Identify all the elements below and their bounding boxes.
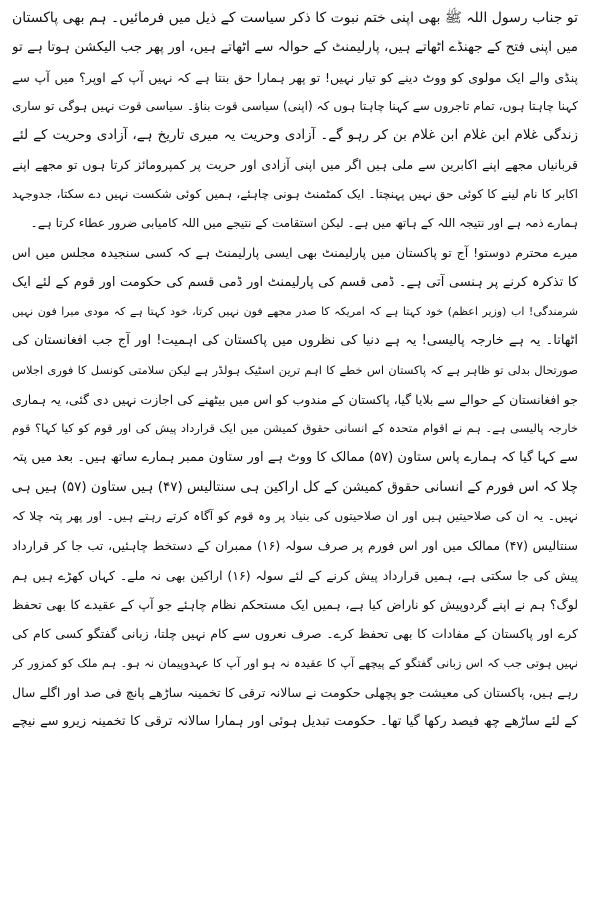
text-line-19: سنتالیس (۴۷) ممالک میں اور اس فورم پر صرف سولہ (۱۶) ممبران کے دستخط چاہئیں، تب جا کر قرارداد — [12, 538, 578, 554]
text-line-7: اکابر کا نام لینے کا کوئی حق نہیں پہنچتا۔ ایک کمٹمنٹ ہونی چاہئے، ہمیں کوئی شکست نہیں دے سکتا، جدوجہد — [12, 186, 578, 201]
text-line-15: خارجہ پالیسی ہے۔ ہم نے اقوام متحدہ کے انسانی حقوق کمیشن میں ایک قرارداد پیش کی اور قوم کو کیا کہا؟ قوم — [12, 421, 578, 436]
text-line-12: اٹھاتا۔ یہ ہے خارجہ پالیسی! یہ ہے دنیا کی نظروں میں پاکستان کی اہمیت! اور آج جب افغانستان کی — [12, 333, 578, 349]
text-line-10: کا تذکرہ کرنے پر ہنسی آتی ہے۔ ڈمی قسم کی پارلیمنٹ اور ڈمی قسم کی حکومت اور قوم کے لئے ایک — [12, 274, 578, 290]
text-line-13: صورتحال بدلی تو ظاہر ہے کہ پاکستان اس خطے کا اہم ترین اسٹیک ہولڈر ہے لیکن سلامتی کونسل کا فوری اجلاس — [12, 362, 578, 377]
text-line-3: پنڈی والے ایک مولوی کو ووٹ دینے کو تیار نہیں! تو پھر ہمارا حق بنتا ہے کہ نہیں آپ کے اوپر؟ میں آپ سے — [12, 69, 578, 85]
text-line-4: کہنا چاہتا ہوں، تمام تاجروں سے کہنا چاہتا ہوں کہ (اپنی) سیاسی قوت بناؤ۔ سیاسی قوت نہیں ہوگی تو ساری — [12, 98, 578, 113]
text-line-16: سے کہا گیا کہ ہمارے پاس ستاون (۵۷) ممالک کا ووٹ ہے اور ستاون ممبر ہمارے ساتھ ہیں۔ بعد میں پتہ — [12, 450, 578, 466]
text-line-24: رہے ہیں، پاکستان کی معیشت جو پچھلی حکومت نے سالانہ ترقی کا تخمینہ ساڑھے پانچ فی صد اور اگلے سال — [12, 684, 578, 700]
text-line-17: چلا کہ اس فورم کے انسانی حقوق کمیشن کے کل اراکین ہی سنتالیس (۴۷) ہیں ستاون (۵۷) ہیں ہی — [12, 478, 578, 495]
text-line-11: شرمندگی! اب (وزیر اعظم) خود کہتا ہے کہ امریکہ کا صدر مجھے فون نہیں کرتا، خود کہتا ہے کہ مودی میرا فون نہیں — [12, 304, 578, 318]
text-line-6: قربانیاں مجھے اپنے اکابرین سے ملی ہیں اگر میں اپنی آزادی اور حریت پر کمپرومائز کرتا ہوں تو مجھے اپنے — [12, 157, 578, 173]
text-line-23: نہیں ہوتی جب کہ اس زبانی گفتگو کے پیچھے آپ کا عقیدہ نہ ہو اور آپ کا عہدوپیمان نہ ہو۔ ہم ملک کو کمزور کر — [12, 655, 578, 670]
text-line-18: نہیں۔ یہ ان کی صلاحیتیں ہیں اور ان صلاحیتوں کی بنیاد پر وہ قوم کو آگاہ کرتے رہتے ہیں۔ اور پھر پتہ چلا کہ — [12, 509, 578, 524]
text-line-22: کرے اور پاکستان کے مفادات کا بھی تحفظ کرے۔ صرف نعروں سے کام نہیں چلتا، زبانی گفتگو کسی کام کی — [12, 626, 578, 642]
text-line-2: میں اپنی فتح کے جھنڈے اٹھاتے ہیں، پارلیمنٹ کے حوالہ سے اٹھاتے ہیں، اور پھر جب الیکشن ہوتا ہے تو — [12, 39, 578, 56]
text-line-20: پیش کی جا سکتی ہے، ہمیں قرارداد پیش کرنے کے لئے سولہ (۱۶) اراکین بھی نہ ملے۔ کہاں کھڑے ہیں ہم — [12, 567, 578, 583]
text-line-8: ہمارے ذمہ ہے اور نتیجہ اللہ کے ہاتھ میں ہے۔ لیکن استقامت کے نتیجے میں اللہ کامیابی ضرور عطاء کرتا ہے۔ — [30, 216, 578, 231]
text-line-21: لوگ؟ ہم نے اپنے گردوپیش کو ناراض کیا ہے، ہمیں ایک مستحکم نظام چاہئے جو آپ کے عقیدے کا بھی تحفظ — [12, 596, 578, 612]
text-line-5: زندگی غلام ابن غلام ابن غلام بن کر رہو گے۔ آزادی وحریت یہ میری تاریخ ہے، آزادی وحریت کے لئے — [12, 127, 578, 144]
text-line-9: میرے محترم دوستو! آج تو پاکستان میں پارلیمنٹ بھی ایسی پارلیمنٹ ہے کہ کسی سنجیدہ مجلس میں اس — [12, 245, 578, 261]
text-line-25: کے لئے ساڑھے چھ فیصد رکھا گیا تھا۔ حکومت تبدیل ہوئی اور ہمارا سالانہ ترقی کا تخمینہ زیرو سے نیچے — [12, 714, 578, 730]
text-line-1: تو جناب رسول اللہ ﷺ بھی اپنی ختم نبوت کا ذکر سیاست کے ذیل میں فرمائیں۔ ہم بھی پاکستان — [12, 10, 578, 26]
text-line-14: جو افغانستان کے حوالے سے بلایا گیا، پاکستان کے مندوب کو اس میں بیٹھنے کی اجازت نہیں دی گئی، یہ ہماری — [12, 391, 578, 407]
